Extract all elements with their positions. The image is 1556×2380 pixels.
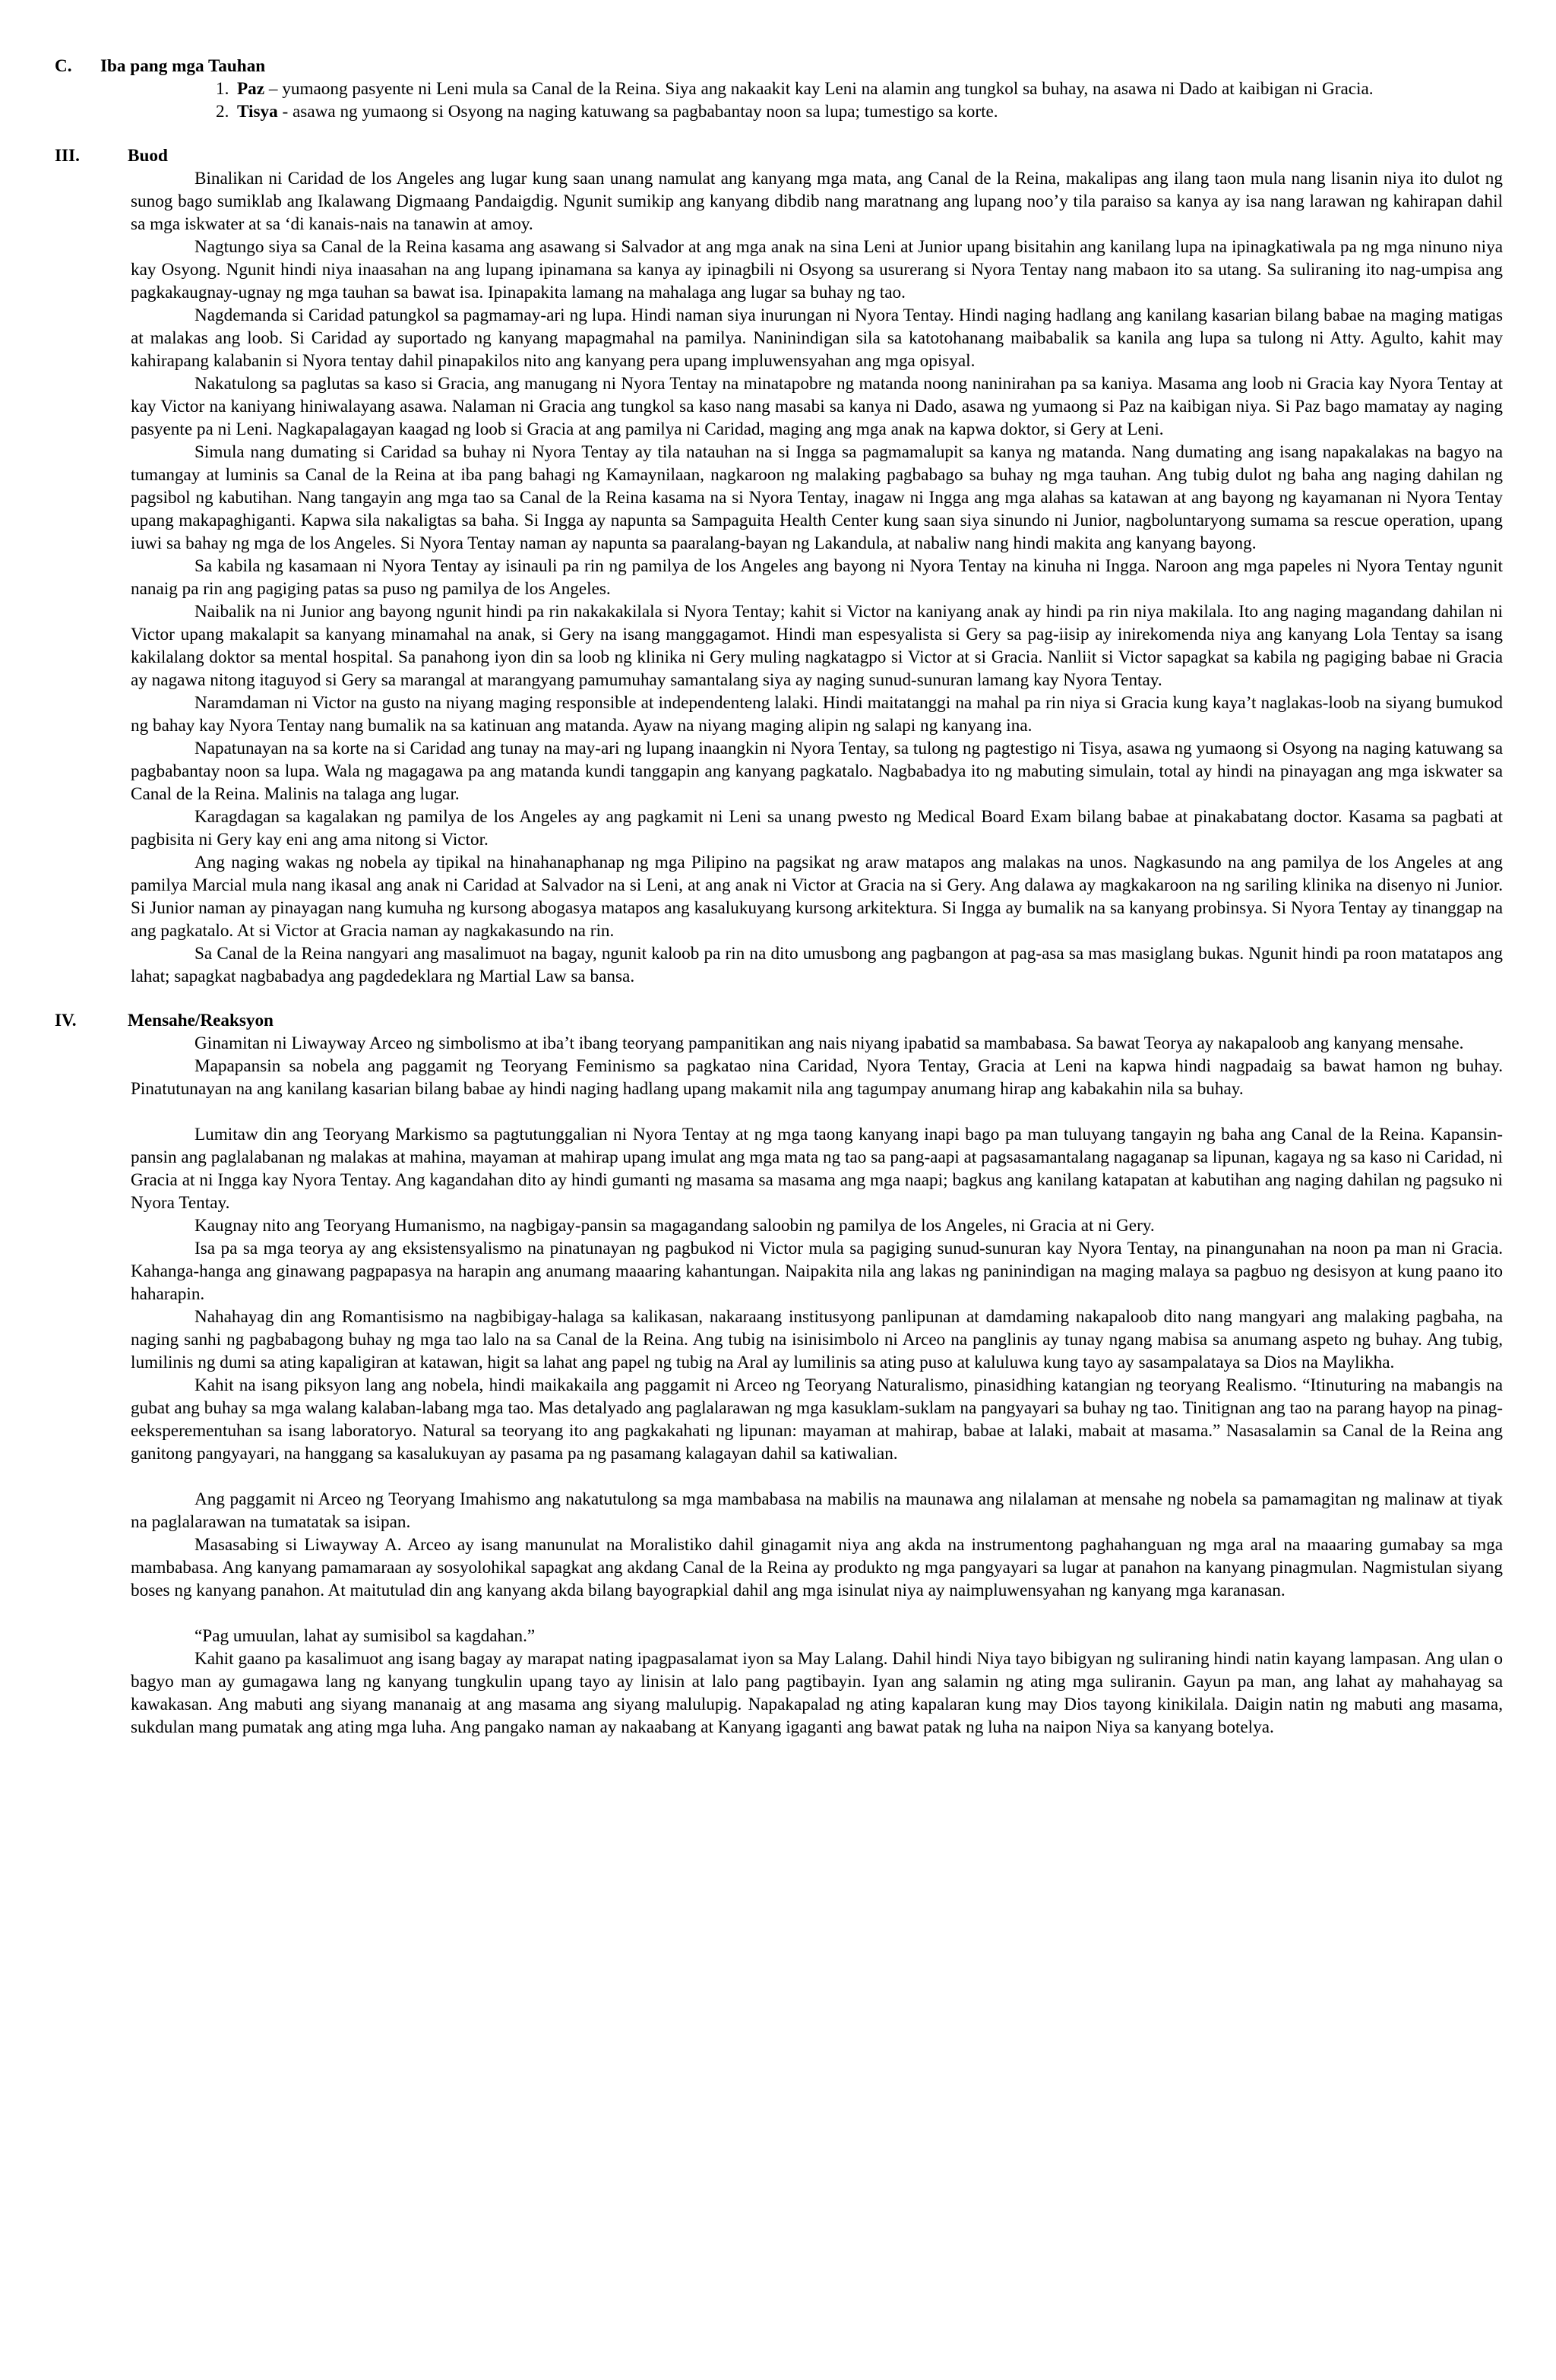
paragraph: Kaugnay nito ang Teoryang Humanismo, na nagbigay-pansin sa magagandang saloobin ng pamilya de los Angeles, ni Gracia at ni Gery. [194,1216,1155,1236]
paragraph: Naramdaman ni Victor na gusto na niyang maging responsible at independenteng lalaki. Hindi maitatanggi na mahal pa rin niya si Gracia kung kaya’t naglakas-loob na siyang bumukod ng bahay kay Nyora Tentay nang bumalik na sa katinuan ang matanda. Ayaw na niyang maging alipin ng salapi ng kanyang ina. [131,693,1503,736]
paragraph: Nahahayag din ang Romantisismo na nagbibigay-halaga sa kalikasan, nakaraang institusyong panlipunan at damdaming nakapaloob dito nang mangyari ang malaking pagbaha, na naging sanhi ng pagbabagong buhay ng mga tao lalo na sa Canal de la Reina. Ang tubig na isinisimbolo ni Arceo na panglinis ay tunay ngang mabisa sa anumang aspeto ng buhay. Ang tubig, lumilinis ng dumi sa ating kapaligiran at katawan, higit sa lahat ang papel ng tubig na Aral ay lumilinis sa ating puso at kaluluwa kung tayo ay sasampalataya sa Dios na Maylikha. [131,1307,1503,1372]
list-item-number: 2. [216,102,229,122]
paragraph: Napatunayan na sa korte na si Caridad ang tunay na may-ari ng lupang inaangkin ni Nyora Tentay, sa tulong ng pagtestigo ni Tisya, asawa ng yumaong si Osyong na naging katuwang sa pagbabantay noon sa lupa. Wala ng magagawa pa ang matanda kundi tanggapin ang kanyang pagkatalo. Nagbabadya ito ng mabuting simulain, total ay hindi na pinayagan ang mga iskwater sa Canal de la Reina. Malinis na talaga ang lugar. [131,739,1503,804]
paragraph: Mapapansin sa nobela ang paggamit ng Teoryang Feminismo sa pagkatao nina Caridad, Nyora Tentay, Gracia at Leni na kapwa hindi nagpadaig sa bawat hamon ng buhay. Pinatutunayan na ang kanilang kasarian bilang babae ay hindi naging hadlang upang makamit nila ang tagumpay anumang hirap ang kabakahin nila sa buhay. [131,1056,1503,1099]
closing-paragraph: Kahit gaano pa kasalimuot ang isang bagay ay marapat nating ipagpasalamat iyon sa May Lalang. Dahil hindi Niya tayo bibigyan ng suliraning hindi natin kayang lampasan. Ang ulan o bagyo man ay gumagawa lang ng kanyang tungkulin upang tayo ay linisin at lalo pang pagtibayin. Iyan ang salamin ng ating mga suliranin. Gayun pa man, ang lahat ay mahahayag sa kawakasan. Ang mabuti ang siyang mananaig at ang masama ang siyang malulupig. Napakapalad ng ating kapalaran kung may Dios tayong kinikilala. Daigin natin ng mabuti ang masama, sukdulan mang pumatak ang ating mga luha. Ang pangako naman ay nakaabang at Kanyang igaganti ang bawat patak ng luha na naipon Niya sa kanyang botelya. [131,1649,1503,1737]
section-title: Buod [128,146,168,166]
list-item-number: 1. [216,79,229,99]
paragraph: Isa pa sa mga teorya ay ang eksistensyalismo na pinatunayan ng pagbukod ni Victor mula sa pagiging sunud-sunuran kay Nyora Tentay, na pinangunahan na noon pa man ni Gracia. Kahanga-hanga ang ginawang pagpapasya na harapin ang anumang maaaring kahantungan. Naipakita nila ang lakas ng paninindigan na maging malaya sa pagbuo ng desisyon at kung paano ito haharapin. [131,1239,1503,1304]
paragraph: Nagtungo siya sa Canal de la Reina kasama ang asawang si Salvador at ang mga anak na sina Leni at Junior upang bisitahin ang kanilang lupa na ipinagkatiwala pa ng mga ninuno niya kay Osyong. Ngunit hindi niya inaasahan na ang lupang ipinamana sa kanya ay ipinagbili ni Osyong sa usurerang si Nyora Tentay nang mabaon ito sa utang. Sa suliraning ito nag-umpisa ang pagkakaugnay-ugnay ng mga tauhan sa bawat isa. Ipinapakita lamang na mahalaga ang lugar sa buhay ng tao. [131,237,1503,302]
paragraph: Simula nang dumating si Caridad sa buhay ni Nyora Tentay ay tila natauhan na si Ingga sa pagmamalupit sa kanya ng matanda. Nang dumating ang isang napakalakas na bagyo na tumangay at luminis sa Canal de la Reina at iba pang bahagi ng Kamaynilaan, nagkaroon ng malaking pagbabago sa buhay ng mga tauhan. Ang tubig dulot ng baha ang naging dahilan ng pagsibol ng kabutihan. Nang tangayin ang mga tao sa Canal de la Reina kasama na si Nyora Tentay, inagaw ni Ingga ang mga alahas sa katawan at ang bayong ng kayamanan ni Nyora Tentay upang makapaghiganti. Kapwa sila nakaligtas sa baha. Si Ingga ay napunta sa Sampaguita Health Center kung saan siya sinundo ni Junior, nagboluntaryong sumama sa rescue operation, upang iuwi sa bahay ng mga de los Angeles. Si Nyora Tentay naman ay napunta sa paaralang-bayan ng Lakandula, at nabaliw nang hindi makita ang kanyang bayong. [131,442,1503,553]
character-name: Paz [237,79,265,99]
section-message-reaction [55,1009,1503,1739]
paragraph: Ang naging wakas ng nobela ay tipikal na hinahanaphanap ng mga Pilipino na pagsikat ng araw matapos ang malakas na unos. Nagkasundo na ang pamilya de los Angeles at ang pamilya Marcial mula nang ikasal ang anak ni Caridad at Salvador na si Leni, at ang anak ni Victor at Gracia na si Gery. Ang dalawa ay magkakaroon na ng sariling klinika na disenyo ni Junior. Si Junior naman ay pinayagan nang kumuha ng kursong abogasya matapos ang kasalukuyang kursong arkitektura. Si Ingga ay bumalik na sa kanyang probinsya. Si Nyora Tentay ay tinanggap na ang pagkatalo. At si Victor at Gracia naman ay nagkakasundo na rin. [131,853,1503,941]
section-numeral: III. [55,146,80,166]
section-heading [55,1009,1503,1032]
section-letter: C. [55,56,72,76]
paragraph-spacer [131,1465,1503,1488]
section-summary [55,144,1503,988]
paragraph: Ang paggamit ni Arceo ng Teoryang Imahismo ang nakatutulong sa mga mambabasa na mabilis na maunawa ang nilalaman at mensahe ng nobela sa pamamagitan ng malinaw at tiyak na paglalarawan na tumatatak sa isipan. [131,1489,1503,1532]
paragraph: Sa Canal de la Reina nangyari ang masalimuot na bagay, ngunit kaloob pa rin na dito umusbong ang pagbangon at pag-asa sa mas masiglang bukas. Ngunit hindi pa roon matatapos ang lahat; sapagkat nagbabadya ang pagdedeklara ng Martial Law sa bansa. [131,944,1503,986]
paragraph: Lumitaw din ang Teoryang Markismo sa pagtutunggalian ni Nyora Tentay at ng mga taong kanyang inapi bago pa man tuluyang tangayin ng baha ang Canal de la Reina. Kapansin-pansin ang paglalabanan ng malakas at mahina, mayaman at mahirap upang imulat ang mga mata ng tao sa pang-aapi at pagsasamantalang nagaganap sa lipunan, kagaya ng sa kaso ni Caridad, ni Gracia at ni Ingga kay Nyora Tentay. Ang kagandahan dito ay hindi gumanti ng masama sa masama ang mga naapi; bagkus ang kanilang katapatan at kabutihan ang naging dahilan ng pagsuko ni Nyora Tentay. [131,1125,1503,1213]
list-item [216,78,1503,100]
character-name: Tisya [237,102,278,122]
section-other-characters [55,55,1503,123]
paragraph: Karagdagan sa kagalakan ng pamilya de los Angeles ay ang pagkamit ni Leni sa unang pwesto ng Medical Board Exam bilang babae at pinakabatang doctor. Kasama sa pagbati at pagbisita ni Gery kay eni ang ama nitong si Victor. [131,807,1503,850]
section-heading [55,55,1503,78]
quote: “Pag umuulan, lahat ay sumisibol sa kagdahan.” [194,1626,536,1646]
character-description: – yumaong pasyente ni Leni mula sa Canal de la Reina. Siya ang nakaakit kay Leni na alamin ang tungkol sa buhay, na asawa ni Dado at kaibigan ni Gracia. [264,79,1374,99]
character-description: - asawa ng yumaong si Osyong na naging katuwang sa pagbabantay noon sa lupa; tumestigo sa korte. [277,102,998,122]
character-list [55,78,1503,123]
section-heading [55,144,1503,167]
paragraph: Ginamitan ni Liwayway Arceo ng simbolismo at iba’t ibang teoryang pampanitikan ang nais niyang ipabatid sa mambabasa. Sa bawat Teorya ay nakapaloob ang kanyang mensahe. [194,1033,1464,1053]
paragraph: Nagdemanda si Caridad patungkol sa pagmamay-ari ng lupa. Hindi naman siya inurungan ni Nyora Tentay. Hindi naging hadlang ang kanilang kasarian bilang babae na maging matigas at malakas ang loob. Si Caridad ay suportado ng kanyang mapagmahal na pamilya. Naninindigan sila sa katotohanang maibabalik sa kanila ang lupa sa tulong ni Atty. Agulto, kahit may kahirapang kalabanin si Nyora tentay dahil pinapakilos nito ang kanyang pera upang impluwensyahan ang mga opisyal. [131,305,1503,371]
paragraph: Sa kabila ng kasamaan ni Nyora Tentay ay isinauli pa rin ng pamilya de los Angeles ang bayong ni Nyora Tentay na kinuha ni Ingga. Naroon ang mga papeles ni Nyora Tentay ngunit nanaig pa rin ang pagiging patas sa puso ng pamilya de los Angeles. [131,556,1503,599]
list-item [216,100,1503,123]
paragraph-spacer [131,1602,1503,1625]
section-numeral: IV. [55,1011,77,1030]
paragraph: Binalikan ni Caridad de los Angeles ang lugar kung saan unang namulat ang kanyang mga mata, ang Canal de la Reina, makalipas ang ilang taon mula nang lisanin niya ito dulot ng sunog bago sumiklab ang Ikalawang Digmaang Pandaigdig. Ngunit sumikip ang kanyang dibdib nang maratnang ang lupang noo’y tila paraiso sa kanya ay isa nang larawan ng kahirapan dahil sa mga iskwater at sa ‘di kanais-nais na tanawin at amoy. [131,169,1503,234]
section-body [55,167,1503,988]
section-body [55,1032,1503,1739]
paragraph: Masasabing si Liwayway A. Arceo ay isang manunulat na Moralistiko dahil ginagamit niya ang akda na instrumentong paghahanguan ng mga aral na maaaring gumabay sa mga mambabasa. Ang kanyang pamamaraan ay sosyolohikal sapagkat ang akdang Canal de la Reina ay produkto ng mga pangyayari sa lugar at panahon na kanyang pinagmulan. Nagmistulan siyang boses ng kanyang panahon. At maitutulad din ang kanyang akda bilang bayograpkial dahil ang mga isinulat niya ay naimpluwensyahan ng kanyang mga karanasan. [131,1535,1503,1600]
paragraph-spacer [131,1100,1503,1123]
paragraph: Naibalik na ni Junior ang bayong ngunit hindi pa rin nakakakilala si Nyora Tentay; kahit si Victor na kaniyang anak ay hindi pa rin niya makilala. Ito ang naging magandang dahilan ni Victor upang makalapit sa kanyang minamahal na anak, si Gery na isang manggagamot. Hindi man espesyalista si Gery sa pag-iisip ay inirekomenda niya ang kanyang Lola Tentay sa isang kakilalang doktor sa mental hospital. Sa panahong iyon din sa loob ng klinika ni Gery muling nagkatagpo si Victor at si Gracia. Nanliit si Victor sapagkat sa kabila ng pagiging babae ni Gracia ay nagawa nitong itaguyod si Gery sa marangal at marangyang pamumuhay samantalang siya ay naging sunud-sunuran lamang kay Nyora Tentay. [131,602,1503,690]
section-title: Mensahe/Reaksyon [128,1011,274,1030]
paragraph: Nakatulong sa paglutas sa kaso si Gracia, ang manugang ni Nyora Tentay na minatapobre ng matanda noong naninirahan pa sa kaniya. Masama ang loob ni Gracia kay Nyora Tentay at kay Victor na kaniyang hiniwalayang asawa. Nalaman ni Gracia ang tungkol sa kaso nang masabi sa kanya ni Dado, asawa ng yumaong si Paz na kaibigan niya. Si Paz bago mamatay ay naging pasyente pa ni Leni. Nagkapalagayan kaagad ng loob si Gracia at ang pamilya ni Caridad, maging ang mga anak na kapwa doktor, si Gery at Leni. [131,374,1503,439]
paragraph: Kahit na isang piksyon lang ang nobela, hindi maikakaila ang paggamit ni Arceo ng Teoryang Naturalismo, pinasidhing katangian ng teoryang Realismo. “Itinuturing na mabangis na gubat ang buhay sa mga walang kalaban-labang mga tao. Mas detalyado ang paglalarawan ng mga kasuklam-suklam na pangyayari sa buhay ng tao. Tinitignan ang tao na parang hayop na pinag-eeksperementuhan sa isang laboratoryo. Natural sa teoryang ito ang pagkakahati ng lipunan: mayaman at mahirap, babae at lalaki, mabait at masama.” Nasasalamin sa Canal de la Reina ang ganitong pangyayari, na hanggang sa kasalukuyan ay pasama pa ng pasamang kalagayan dahil sa katiwalian. [131,1375,1503,1464]
section-title: Iba pang mga Tauhan [100,56,266,76]
